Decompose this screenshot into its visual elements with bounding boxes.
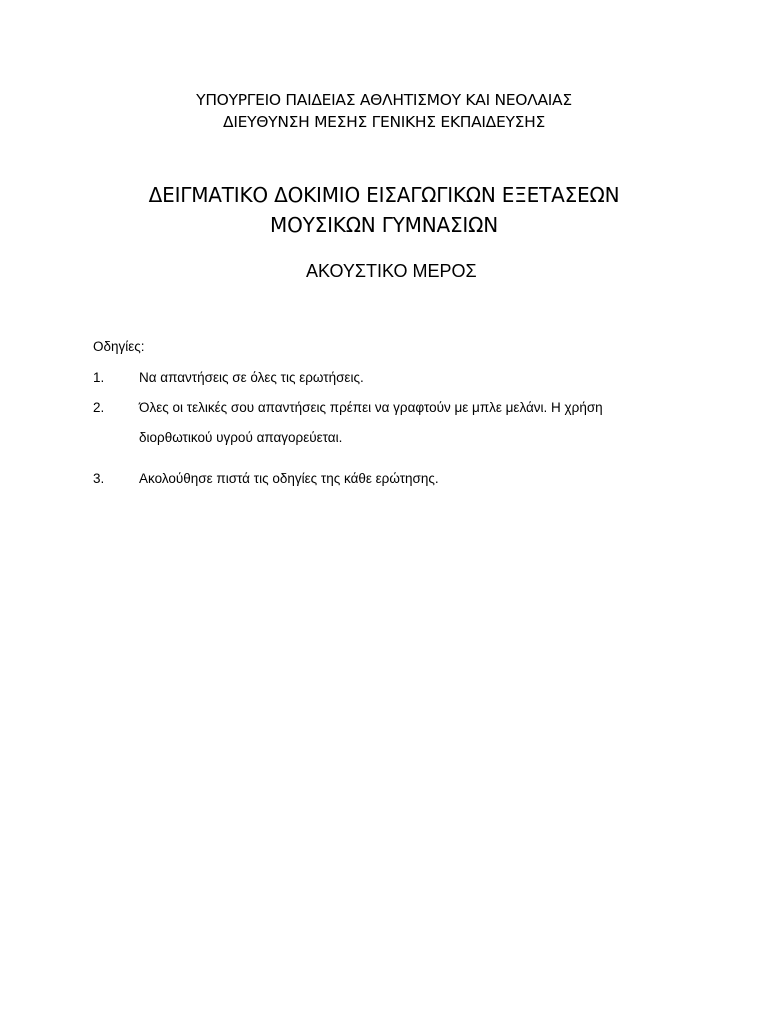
instruction-text: Να απαντήσεις σε όλες τις ερωτήσεις. (139, 370, 364, 385)
instruction-number: 1. (93, 370, 105, 385)
ministry-header (0, 89, 768, 133)
ministry-name: ΥΠΟΥΡΓΕΙΟ ΠΑΙΔΕΙΑΣ ΑΘΛΗΤΙΣΜΟΥ ΚΑΙ ΝΕΟΛΑΙΑΣ (196, 91, 572, 109)
document-title-line-2: ΜΟΥΣΙΚΩΝ ΓΥΜΝΑΣΙΩΝ (270, 213, 498, 237)
section-subtitle: ΑΚΟΥΣΤΙΚΟ ΜΕΡΟΣ (306, 261, 477, 281)
document-title-line-1: ΔΕΙΓΜΑΤΙΚΟ ΔΟΚΙΜΙΟ ΕΙΣΑΓΩΓΙΚΩΝ ΕΞΕΤΑΣΕΩΝ (148, 183, 620, 207)
directorate-name: ΔΙΕΥΘΥΝΣΗ ΜΕΣΗΣ ΓΕΝΙΚΗΣ ΕΚΠΑΙΔΕΥΣΗΣ (223, 113, 545, 131)
instruction-number: 3. (93, 471, 105, 486)
instruction-text: Ακολούθησε πιστά τις οδηγίες της κάθε ερώτησης. (139, 471, 439, 486)
instruction-text: Όλες οι τελικές σου απαντήσεις πρέπει να γραφτούν με μπλε μελάνι. Η χρήση διορθωτικού υγρού απαγορεύεται. (139, 400, 603, 445)
instructions-label: Οδηγίες: (93, 339, 145, 354)
instruction-number: 2. (93, 400, 105, 415)
document-title (0, 180, 768, 240)
